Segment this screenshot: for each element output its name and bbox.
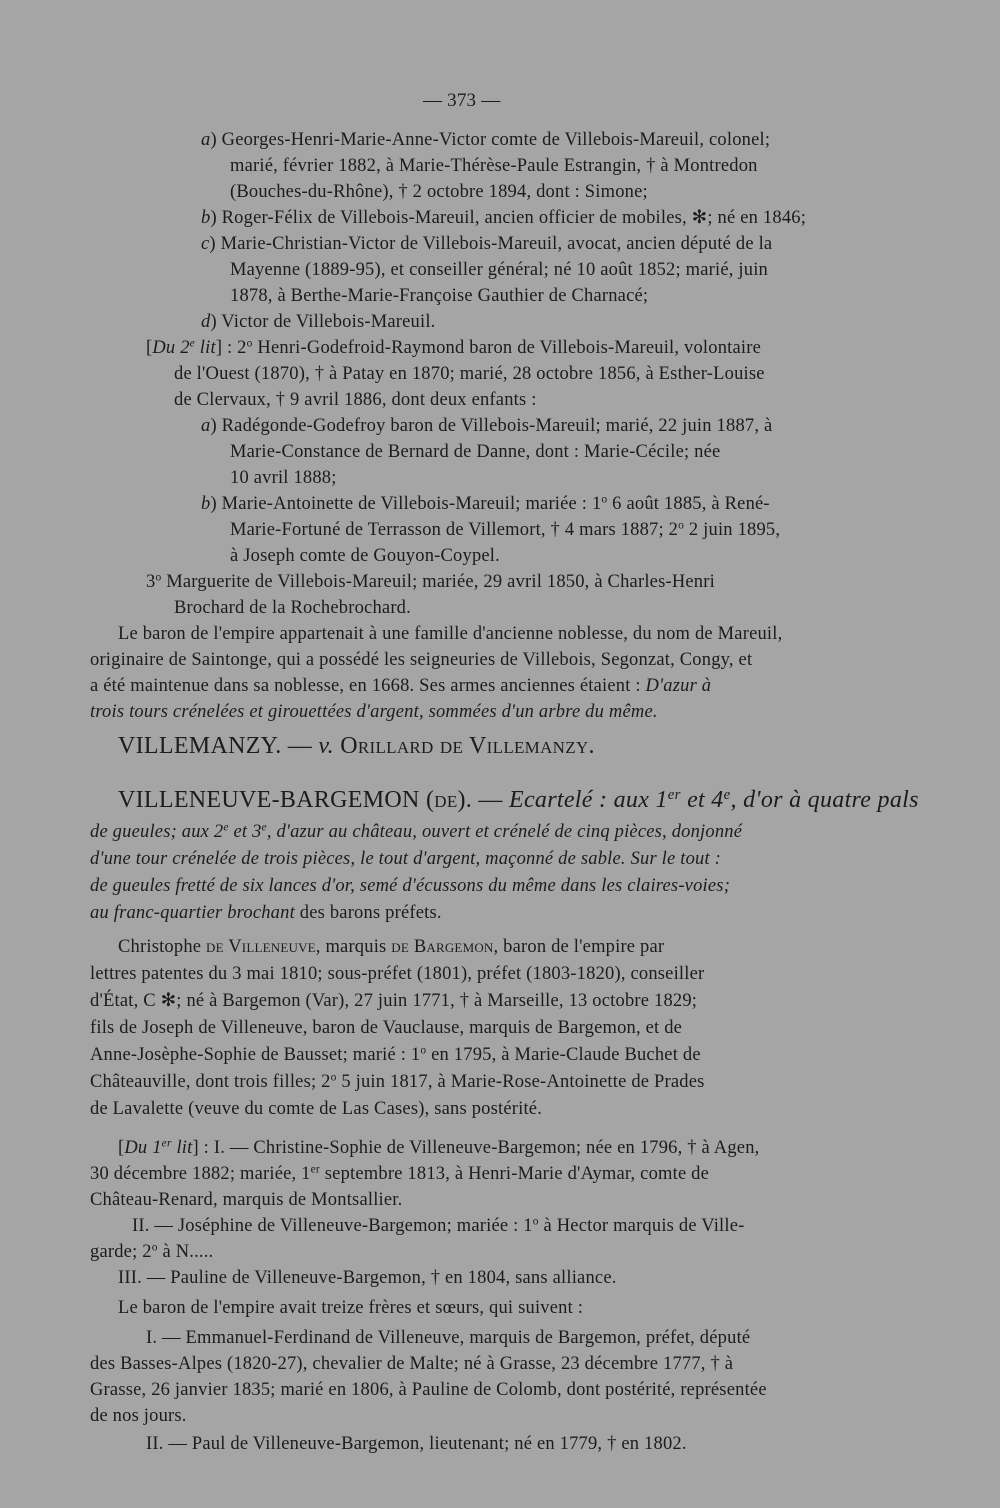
text-line: de l'Ouest (1870), † à Patay en 1870; marié, 28 octobre 1856, à Esther-Louise: [174, 364, 765, 384]
text-line: II. — Joséphine de Villeneuve-Bargemon; mariée : 1$^o$ à Hector marquis de Ville-: [132, 1215, 745, 1236]
text-line: de gueules fretté de six lances d'or, semé d'écussons du même dans les claires-voies;: [90, 876, 731, 896]
page-number: — 373 —: [423, 90, 501, 111]
text-line: Christophe de Villeneuve, marquis de Bargemon, baron de l'empire par: [118, 937, 665, 957]
text-line: 10 avril 1888;: [230, 468, 337, 488]
text-line: a) Radégonde-Godefroy baron de Villebois-Mareuil; marié, 22 juin 1887, à: [201, 416, 773, 436]
text-line: Grasse, 26 janvier 1835; marié en 1806, à Pauline de Colomb, dont postérité, représentée: [90, 1380, 767, 1400]
text-line: 30 décembre 1882; mariée, 1er septembre 1813, à Henri-Marie d'Aymar, comte de: [90, 1163, 710, 1184]
text-line: Château-Renard, marquis de Montsallier.: [90, 1190, 403, 1210]
text-line: a) Georges-Henri-Marie-Anne-Victor comte de Villebois-Mareuil, colonel;: [201, 130, 771, 150]
text-line: de Lavalette (veuve du comte de Las Cases), sans postérité.: [90, 1099, 543, 1119]
text-line: a été maintenue dans sa noblesse, en 1668. Ses armes anciennes étaient : D'azur à: [90, 676, 712, 696]
text-line: III. — Pauline de Villeneuve-Bargemon, † en 1804, sans alliance.: [118, 1268, 617, 1288]
text-line: à Joseph comte de Gouyon-Coypel.: [230, 546, 500, 566]
text-line: originaire de Saintonge, qui a possédé les seigneuries de Villebois, Segonzat, Congy, et: [90, 650, 753, 670]
text-line: au franc-quartier brochant des barons préfets.: [90, 903, 442, 923]
text-line: II. — Paul de Villeneuve-Bargemon, lieutenant; né en 1779, † en 1802.: [146, 1434, 687, 1454]
text-line: de Clervaux, † 9 avril 1886, dont deux enfants :: [174, 390, 537, 410]
text-line: Marie-Constance de Bernard de Danne, dont : Marie-Cécile; née: [230, 442, 721, 462]
text-line: Anne-Josèphe-Sophie de Bausset; marié : 1$^o$ en 1795, à Marie-Claude Buchet de: [90, 1044, 701, 1065]
text-line: des Basses-Alpes (1820-27), chevalier de Malte; né à Grasse, 23 décembre 1777, † à: [90, 1354, 734, 1374]
text-line: Marie-Fortuné de Terrasson de Villemort, † 4 mars 1887; 2$^o$ 2 juin 1895,: [230, 519, 781, 540]
text-line: garde; 2$^o$ à N.....: [90, 1241, 214, 1262]
text-line: de gueules; aux 2e et 3e, d'azur au château, ouvert et crénelé de cinq pièces, donjonné: [90, 821, 743, 842]
text-line: d) Victor de Villebois-Mareuil.: [201, 312, 436, 332]
entry-heading: VILLENEUVE-BARGEMON (de). — Ecartelé : aux 1er et 4e, d'or à quatre pals: [118, 786, 919, 813]
text-line: lettres patentes du 3 mai 1810; sous-préfet (1801), préfet (1803-1820), conseiller: [90, 964, 705, 984]
text-line: d'une tour crénelée de trois pièces, le tout d'argent, maçonné de sable. Sur le tout :: [90, 849, 722, 869]
text-line: Châteauville, dont trois filles; 2$^o$ 5 juin 1817, à Marie-Rose-Antoinette de Prades: [90, 1071, 705, 1092]
text-line: Mayenne (1889-95), et conseiller général; né 10 août 1852; marié, juin: [230, 260, 768, 280]
text-line: 1878, à Berthe-Marie-Françoise Gauthier de Charnacé;: [230, 286, 649, 306]
text-line: b) Marie-Antoinette de Villebois-Mareuil; mariée : 1$^o$ 6 août 1885, à René-: [201, 493, 770, 514]
text-line: b) Roger-Félix de Villebois-Mareuil, ancien officier de mobiles, ✻; né en 1846;: [201, 208, 807, 228]
text-line: de nos jours.: [90, 1406, 187, 1426]
entry-heading: VILLEMANZY. — v. Orillard de Villemanzy.: [118, 733, 595, 759]
text-line: I. — Emmanuel-Ferdinand de Villeneuve, marquis de Bargemon, préfet, député: [146, 1328, 751, 1348]
text-line: c) Marie-Christian-Victor de Villebois-Mareuil, avocat, ancien député de la: [201, 234, 773, 254]
text-line: fils de Joseph de Villeneuve, baron de Vauclause, marquis de Bargemon, et de: [90, 1018, 683, 1038]
text-line: 3$^o$ Marguerite de Villebois-Mareuil; mariée, 29 avril 1850, à Charles-Henri: [146, 571, 715, 592]
text-line: trois tours crénelées et girouettées d'argent, sommées d'un arbre du même.: [90, 702, 658, 722]
text-line: Le baron de l'empire avait treize frères et sœurs, qui suivent :: [118, 1298, 584, 1318]
text-line: Le baron de l'empire appartenait à une famille d'ancienne noblesse, du nom de Mareuil,: [118, 624, 783, 644]
text-line: (Bouches-du-Rhône), † 2 octobre 1894, dont : Simone;: [230, 182, 648, 202]
text-line: [Du 1er lit] : I. — Christine-Sophie de Villeneuve-Bargemon; née en 1796, † à Agen,: [118, 1137, 760, 1158]
text-line: Brochard de la Rochebrochard.: [174, 598, 411, 618]
text-line: [Du 2e lit] : 2$^o$ Henri-Godefroid-Raymond baron de Villebois-Mareuil, volontaire: [146, 337, 762, 358]
text-line: marié, février 1882, à Marie-Thérèse-Paule Estrangin, † à Montredon: [230, 156, 758, 176]
text-line: d'État, C ✻; né à Bargemon (Var), 27 juin 1771, † à Marseille, 13 octobre 1829;: [90, 991, 698, 1011]
